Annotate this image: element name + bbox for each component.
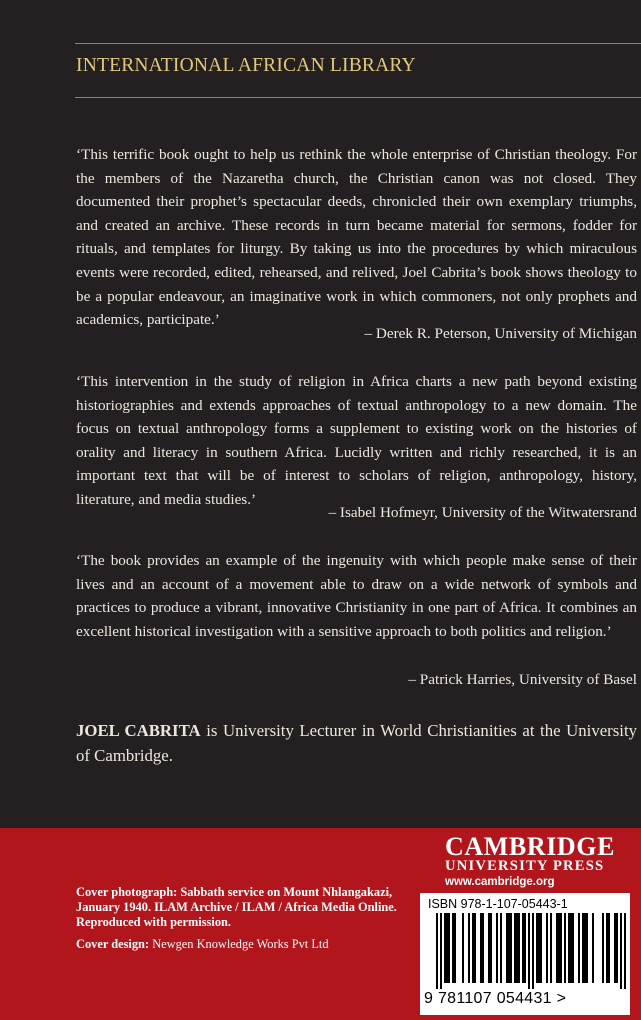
barcode-bar bbox=[614, 913, 616, 983]
cover-credits bbox=[76, 885, 416, 952]
isbn-label: ISBN 978-1-107-05443-1 bbox=[428, 897, 568, 911]
quote-2 bbox=[76, 370, 637, 512]
barcode-bar bbox=[446, 913, 448, 983]
barcode-bar bbox=[608, 913, 610, 983]
barcode-bar bbox=[490, 913, 492, 983]
barcode-bar bbox=[570, 913, 572, 983]
author-bio-text: is University Lecturer in World Christianities at the University of Cambridge. bbox=[76, 721, 637, 765]
quote-2-attribution: – Isabel Hofmeyr, University of the Witwatersrand bbox=[328, 504, 637, 521]
publisher-subtitle: UNIVERSITY PRESS bbox=[445, 858, 605, 874]
barcode-bar bbox=[472, 913, 474, 983]
barcode-bar bbox=[616, 913, 618, 983]
barcode-bar bbox=[510, 913, 512, 983]
barcode-bar bbox=[582, 913, 584, 983]
publisher-logo bbox=[445, 832, 635, 888]
barcode-bar bbox=[500, 913, 502, 983]
barcode-bar bbox=[568, 913, 570, 983]
barcode-bar bbox=[546, 913, 548, 983]
barcode-bar bbox=[436, 913, 438, 989]
barcode-bar bbox=[538, 913, 540, 983]
barcode-bar bbox=[556, 913, 558, 983]
author-name: JOEL CABRITA bbox=[76, 721, 201, 740]
barcode-bar bbox=[440, 913, 442, 989]
barcode-icon bbox=[424, 913, 626, 989]
barcode-bar bbox=[606, 913, 608, 983]
series-title: INTERNATIONAL AFRICAN LIBRARY bbox=[76, 55, 416, 76]
barcode-bar bbox=[514, 913, 516, 983]
barcode-bar bbox=[532, 913, 534, 989]
quote-3-attribution: – Patrick Harries, University of Basel bbox=[408, 671, 637, 688]
barcode-bar bbox=[506, 913, 508, 983]
barcode-bar bbox=[620, 913, 622, 989]
barcode-bar bbox=[518, 913, 520, 983]
barcode-bar bbox=[482, 913, 484, 983]
barcode-bar bbox=[516, 913, 518, 983]
barcode-bar bbox=[522, 913, 524, 983]
publisher-name: CAMBRIDGE bbox=[445, 832, 616, 861]
barcode-bar bbox=[524, 913, 526, 983]
barcode-bar bbox=[508, 913, 510, 983]
barcode-bar bbox=[468, 913, 470, 983]
barcode-bar bbox=[462, 913, 464, 983]
quote-3-text: ‘The book provides an example of the ingenuity with which people make sense of their lives and an account of a movement able to draw on a wide network of symbols and practices to produce a vibrant, innovative Christianity in one part of Africa. It combines an excellent historical investigation with a sensitive approach to both politics and religion.’ bbox=[76, 552, 637, 640]
author-bio bbox=[76, 718, 637, 768]
quote-1-text: ‘This terrific book ought to help us rethink the whole enterprise of Christian theology. For the members of the Nazaretha church, the Christian canon was not closed. They documented their prophet’s spectacular deeds, chronicled their own exemplary triumphs, and created an archive. These records in turn became material for sermons, fodder for rituals, and templates for liturgy. By taking us into the procedures by which miraculous events were recorded, edited, rehearsed, and relived, Joel Cabrita’s book shows theology to be a popular endeavour, an imaginative work in which commoners, not only prophets and academics, participate.’ bbox=[76, 146, 637, 329]
barcode-bar bbox=[560, 913, 562, 983]
barcode-bar bbox=[528, 913, 530, 989]
barcode-bar bbox=[564, 913, 566, 983]
publisher-url[interactable]: www.cambridge.org bbox=[445, 876, 555, 888]
quote-2-text: ‘This intervention in the study of religion in Africa charts a new path beyond existing historiographies and extends approaches of textual anthropology to a new domain. The focus on textual anthropology forms a supplement to existing work on the histories of orality and literacy in southern Africa. Lucidly written and richly researched, it is an important text that will be of interest to scholars of religion, anthropology, history, literature, and media studies.’ bbox=[76, 373, 637, 508]
quote-1-attribution: – Derek R. Peterson, University of Michigan bbox=[364, 325, 637, 342]
barcode-bar bbox=[584, 913, 586, 983]
series-rule bbox=[75, 97, 641, 98]
barcode-bar bbox=[540, 913, 542, 983]
barcode-bar bbox=[602, 913, 604, 983]
barcode-bar bbox=[448, 913, 450, 983]
barcode-bar bbox=[624, 913, 626, 989]
barcode-bar bbox=[558, 913, 560, 983]
cover-photo-credit: Cover photograph: Sabbath service on Mount Nhlangakazi, January 1940. ILAM Archive / ILAM / Africa Media Online. Reproduced with permission. bbox=[76, 885, 397, 929]
barcode-bar bbox=[480, 913, 482, 983]
cover-design-credit bbox=[76, 937, 416, 952]
barcode-bar bbox=[452, 913, 454, 983]
barcode-bar bbox=[592, 913, 594, 983]
barcode-bar bbox=[536, 913, 538, 983]
barcode-bar bbox=[550, 913, 552, 983]
barcode-bar bbox=[496, 913, 498, 983]
quote-1 bbox=[76, 143, 637, 332]
barcode-box bbox=[420, 893, 630, 1015]
top-rule bbox=[75, 43, 641, 44]
cover-design-label: Cover design: bbox=[76, 937, 150, 951]
quote-3 bbox=[76, 549, 637, 643]
cover-design-value: Newgen Knowledge Works Pvt Ltd bbox=[149, 937, 329, 951]
barcode-bar bbox=[454, 913, 456, 983]
barcode-bar bbox=[474, 913, 476, 983]
barcode-digits: 9 781107 054431 > bbox=[424, 990, 567, 1007]
barcode-bar bbox=[578, 913, 580, 983]
barcode-bar bbox=[444, 913, 446, 983]
barcode-bar bbox=[488, 913, 490, 983]
barcode-bar bbox=[586, 913, 588, 983]
barcode-bar bbox=[572, 913, 574, 983]
